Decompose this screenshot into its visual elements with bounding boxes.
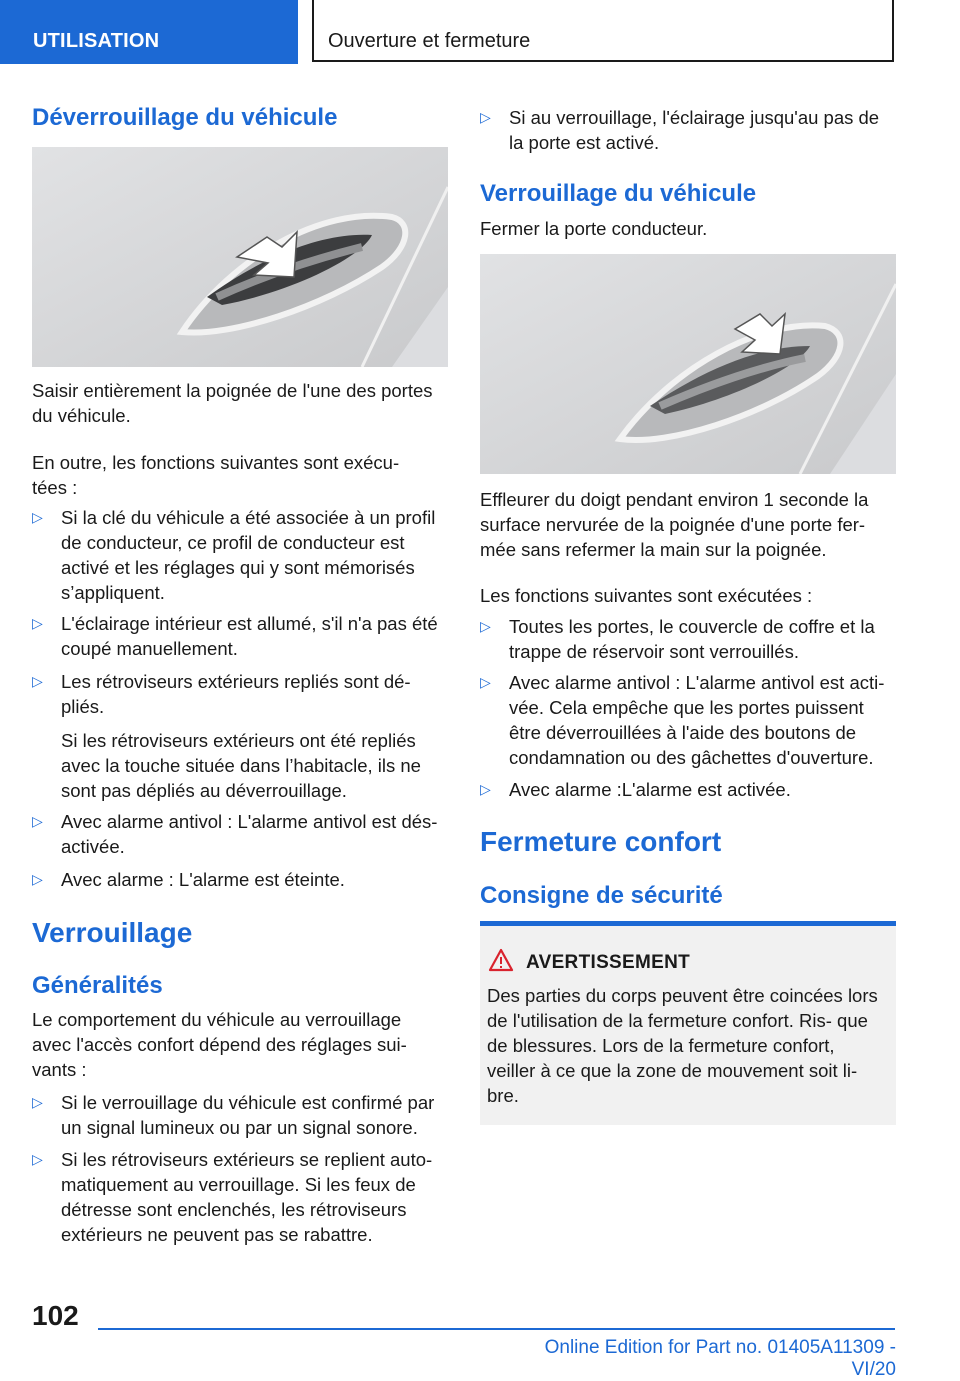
para-fonctions-executees: Les fonctions suivantes sont exécutées :: [480, 585, 813, 606]
page-number: 102: [32, 1300, 79, 1331]
list-item: ▷ Avec alarme :L'alarme est activée.: [480, 779, 791, 800]
list-item: ▷ Toutes les portes, le couvercle de coffre et la trappe de réservoir sont verrouillés.: [480, 616, 875, 662]
list-item: ▷ Si le verrouillage du véhicule est confirmé par un signal lumineux ou par un signal sonore.: [32, 1092, 435, 1138]
heading-deverrouillage: Déverrouillage du véhicule: [32, 104, 338, 131]
list-item: ▷ Si la clé du véhicule a été associée à un profil de conducteur, ce profil de conducteur est activé et les réglages qui y sont mémorisés s’appliquent.: [32, 507, 436, 603]
footer-edition: Online Edition for Part no. 01405A11309 - VI/20: [544, 1337, 896, 1380]
triangle-right-outline-icon: ▷: [480, 109, 491, 125]
triangle-right-outline-icon: ▷: [32, 813, 43, 829]
list-item: ▷ Si les rétroviseurs extérieurs se replient auto- matiquement au verrouillage. Si les feux de détresse sont enclenchés, les rétroviseurs extérieurs ne peuvent pas se rabattre.: [32, 1149, 433, 1245]
warning-triangle-icon: [488, 948, 514, 972]
header-section-title: UTILISATION: [33, 30, 160, 52]
header-section-tab: [0, 0, 298, 64]
list-item: ▷ Avec alarme antivol : L'alarme antivol est acti- vée. Cela empêche que les portes puissent être déverrouillées à l'aide des boutons de condamnation ou des gâchettes d'ouverture.: [480, 672, 885, 768]
heading-generalites: Généralités: [32, 972, 163, 999]
heading-fermeture-confort: Fermeture confort: [480, 826, 722, 857]
list-item-continuation: Si les rétroviseurs extérieurs ont été repliés avec la touche située dans l’habitacle, ils ne sont pas dépliés au déverrouillage.: [61, 730, 421, 801]
para-effleurer: Effleurer du doigt pendant environ 1 seconde la surface nervurée de la poignée d'une porte fer- mée sans refermer la main sur la poignée.: [480, 489, 869, 560]
footer-rule: [98, 1328, 895, 1330]
triangle-right-outline-icon: ▷: [480, 781, 491, 797]
triangle-right-outline-icon: ▷: [32, 1094, 43, 1110]
heading-consigne-securite: Consigne de sécurité: [480, 882, 723, 909]
triangle-right-outline-icon: ▷: [480, 618, 491, 634]
warning-box: [480, 921, 896, 1125]
triangle-right-outline-icon: ▷: [32, 673, 43, 689]
triangle-right-outline-icon: ▷: [480, 674, 491, 690]
para-en-outre: En outre, les fonctions suivantes sont exécu- tées :: [32, 452, 400, 498]
door-handle-illustration: [480, 254, 896, 474]
para-fermer-porte: Fermer la porte conducteur.: [480, 218, 708, 239]
triangle-right-outline-icon: ▷: [32, 615, 43, 631]
header-chapter-box: [312, 0, 894, 62]
para-comportement: Le comportement du véhicule au verrouillage avec l'accès confort dépend des réglages sui- vants :: [32, 1009, 407, 1080]
list-item: ▷ Avec alarme antivol : L'alarme antivol est dés- activée.: [32, 811, 438, 857]
heading-verrouillage-vehicule: Verrouillage du véhicule: [480, 180, 757, 207]
list-item: ▷ Avec alarme : L'alarme est éteinte.: [32, 869, 345, 890]
warning-title: AVERTISSEMENT: [526, 952, 691, 973]
triangle-right-outline-icon: ▷: [32, 871, 43, 887]
header-chapter-title: Ouverture et fermeture: [328, 30, 531, 52]
list-item: ▷ L'éclairage intérieur est allumé, s'il n'a pas été coupé manuellement.: [32, 613, 438, 659]
triangle-right-outline-icon: ▷: [32, 509, 43, 525]
list-item: ▷ Les rétroviseurs extérieurs repliés sont dé- pliés.: [32, 671, 411, 717]
triangle-right-outline-icon: ▷: [32, 1151, 43, 1167]
door-handle-image-unlock: [32, 147, 448, 367]
para-saisir: Saisir entièrement la poignée de l'une des portes du véhicule.: [32, 380, 433, 426]
list-item: ▷ Si au verrouillage, l'éclairage jusqu'au pas de la porte est activé.: [480, 107, 880, 153]
door-handle-illustration: [32, 147, 448, 367]
heading-verrouillage: Verrouillage: [32, 917, 193, 948]
door-handle-image-lock: [480, 254, 896, 474]
warning-text: Des parties du corps peuvent être coincées lors de l'utilisation de la fermeture confort. Ris- que de blessures. Lors de la fermeture confort, veiller à ce que la zone de mouvement soit li- bre.: [487, 985, 878, 1106]
